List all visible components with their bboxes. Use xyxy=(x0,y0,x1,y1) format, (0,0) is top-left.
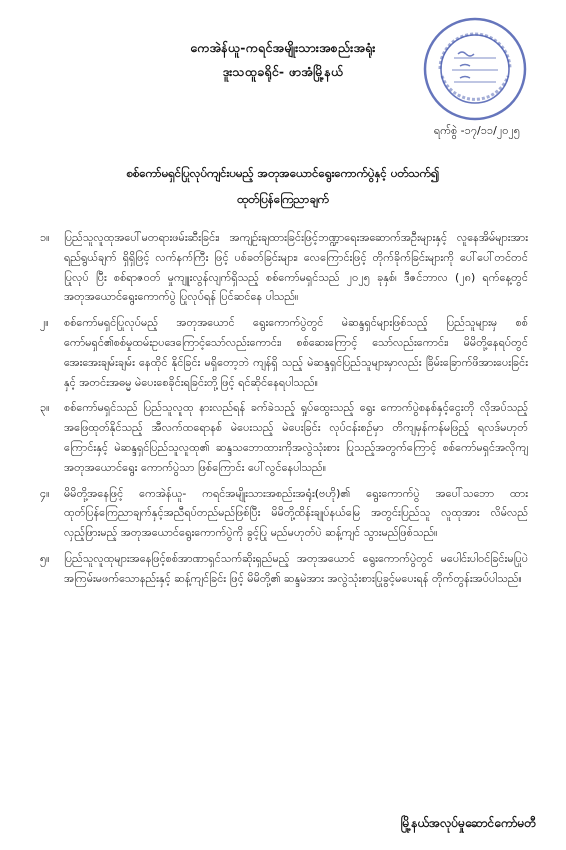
paragraph-number: ၄။ xyxy=(40,486,50,500)
paragraph-number: ၂။ xyxy=(40,316,49,330)
statement-body xyxy=(40,228,528,595)
document-date: ရက်စွဲ -၁၇/၁၁/၂၀၂၅ xyxy=(433,124,520,137)
paragraph-text: မိမိတို့အနေဖြင့် ကေအဲန်ယူ- ကရင်အမျိုးသားအစည်းအရုံး(ဗဟို)၏ ရွေးကောက်ပွဲ အပေါ်သဘော ထားထုတ်ပြန်ကြေညာချက်နှင့်အညီရပ်တည်မည်ဖြစ်ပြီး မိမိတို့ထိန်းချုပ်နယ်မြေ အတွင်းပြည်သူ လူထုအား လိမ်လည်လှည့်ဖြားမည့် အတုအယောင်ရွေးကောက်ပွဲကို ခွင့်ပြု မည်မဟုတ်ပဲ ဆန့်ကျင် သွားမည်ဖြစ်သည်။ xyxy=(64,486,528,540)
paragraph-2 xyxy=(40,313,528,392)
paragraph-number: ၅။ xyxy=(40,551,50,565)
organization-name: ကေအဲန်ယူ-ကရင်အမျိုးသားအစည်းအရုံး xyxy=(190,40,376,55)
official-seal-stamp xyxy=(420,14,530,124)
paragraph-number: ၁။ xyxy=(40,231,50,244)
location-line: ဒူးသထူခရိုင်- ဖာအံမြို့နယ် xyxy=(222,64,344,79)
paragraph-1 xyxy=(40,228,528,307)
signature-committee: မြို့နယ်အလုပ်မှုဆောင်ကော်မတီ xyxy=(400,816,536,830)
paragraph-3 xyxy=(40,398,528,477)
paragraph-text: စစ်ကော်မရှင်ပြုလုပ်မည့် အတုအယောင် ရွေးကောက်ပွဲတွင် မဲဆန္ဒရှင်များဖြစ်သည့် ပြည်သူများမှ စစ်ကော်မရှင်၏စစ်မှုထမ်းဥပဒေကြောင့်သော်လည်းကောင်း၊ စစ်ဆေးကြောင့် သော်လည်းကောင်း၊ မိမိတို့နေရပ်တွင် အေးအေးချမ်းချမ်း နေထိုင် နိုင်ခြင်း မရှိတော့ဘဲ ကျန်ရှိ သည့် မဲဆန္ဒရှင်ပြည်သူများမှာလည်း ခြိမ်းခြောက်ဖိအားပေးခြင်းနှင့် အတင်းအဓမ္မ မဲပေးစေခိုင်းရခြင်းတို့ဖြင့် ရင်ဆိုင်နေရပါသည်။ xyxy=(64,316,528,389)
statement-title: စစ်ကော်မရှင်ပြုလုပ်ကျင်းပမည့် အတုအယောင်ရွေးကောက်ပွဲနှင့် ပတ်သက်၍ xyxy=(126,166,440,180)
paragraph-4 xyxy=(40,484,528,543)
paragraph-5 xyxy=(40,549,528,589)
paragraph-text: ပြည်သူလူထုများအနေဖြင့်စစ်အာဏာရှင်သက်ဆိုးရှည်မည့် အတုအယောင် ရွေးကောက်ပွဲတွင် မပေါင်းပါဝင်ခြင်းမပြုပဲ အကြမ်းမဖက်သောနည်းနှင့် ဆန့်ကျင်ခြင်း ဖြင့် မိမိတို့၏ ဆန္ဒမဲအား အလွဲသုံးစားပြုခွင့်မပေးရန် တိုက်တွန်းအပ်ပါသည်။ xyxy=(64,551,528,585)
paragraph-number: ၃။ xyxy=(40,401,50,415)
paragraph-text: ပြည်သူလူထုအပေါ်မတရားဖမ်းဆီးခြင်း၊ အကျဉ်းချထားခြင်းဖြင့်ဘဏ္ဍာရေးအဆောက်အဦးများနှင့် လူနေအိမ်များအား ရည်ရွယ်ချက် ရှိရှိဖြင့် လက်နက်ကြီး ဖြင့် ပစ်ခတ်ခြင်းများ၊ လေကြောင်းဖြင့် တိုက်ခိုက်ခြင်းများကို ပေါ်ပေါ်တင်တင်ပြုလုပ် ပြီး စစ်ရာဇဝတ် မှုကျူးလွန်လျက်ရှိသည့် စစ်ကော်မရှင်သည် ၂၀၂၅ ခုနှစ်၊ ဒီဇင်ဘာလ (၂၈) ရက်နေ့တွင် အတုအယောင်ရွေးကောက်ပွဲ ပြုလုပ်ရန် ပြင်ဆင်နေ ပါသည်။ xyxy=(64,231,528,304)
statement-subtitle: ထုတ်ပြန်ကြေညာချက် xyxy=(237,192,329,206)
paragraph-text: စစ်ကော်မရှင်သည် ပြည်သူလူထု နားလည်ရန် ခက်ခဲသည့် ရှုပ်ထွေးသည့် ရွေး ကောက်ပွဲစနစ်နှင့်ငွေးတို လိုအပ်သည့် အဖြေထုတ်နိုင်သည့် အီလက်ထရောနစ် မဲပေးသည့် မဲပေးခြင်း လုပ်ငန်းစဉ်မှာ တိကျမှန်ကန်မဖြည့် ရလဒ်မဟုတ်ကြောင်းနှင့် မဲဆန္ဒရှင်ပြည်သူလူထု၏ ဆန္ဒသဘောထားကိုအလွဲသုံးစား ပြုသည့်အတွက်ကြောင့် စစ်ကော်မရှင်အလိုကျ အတုအယောင်ရွေး ကောက်ပွဲသာ ဖြစ်ကြောင်း ပေါ်လွင်နေပါသည်။ xyxy=(64,401,528,474)
